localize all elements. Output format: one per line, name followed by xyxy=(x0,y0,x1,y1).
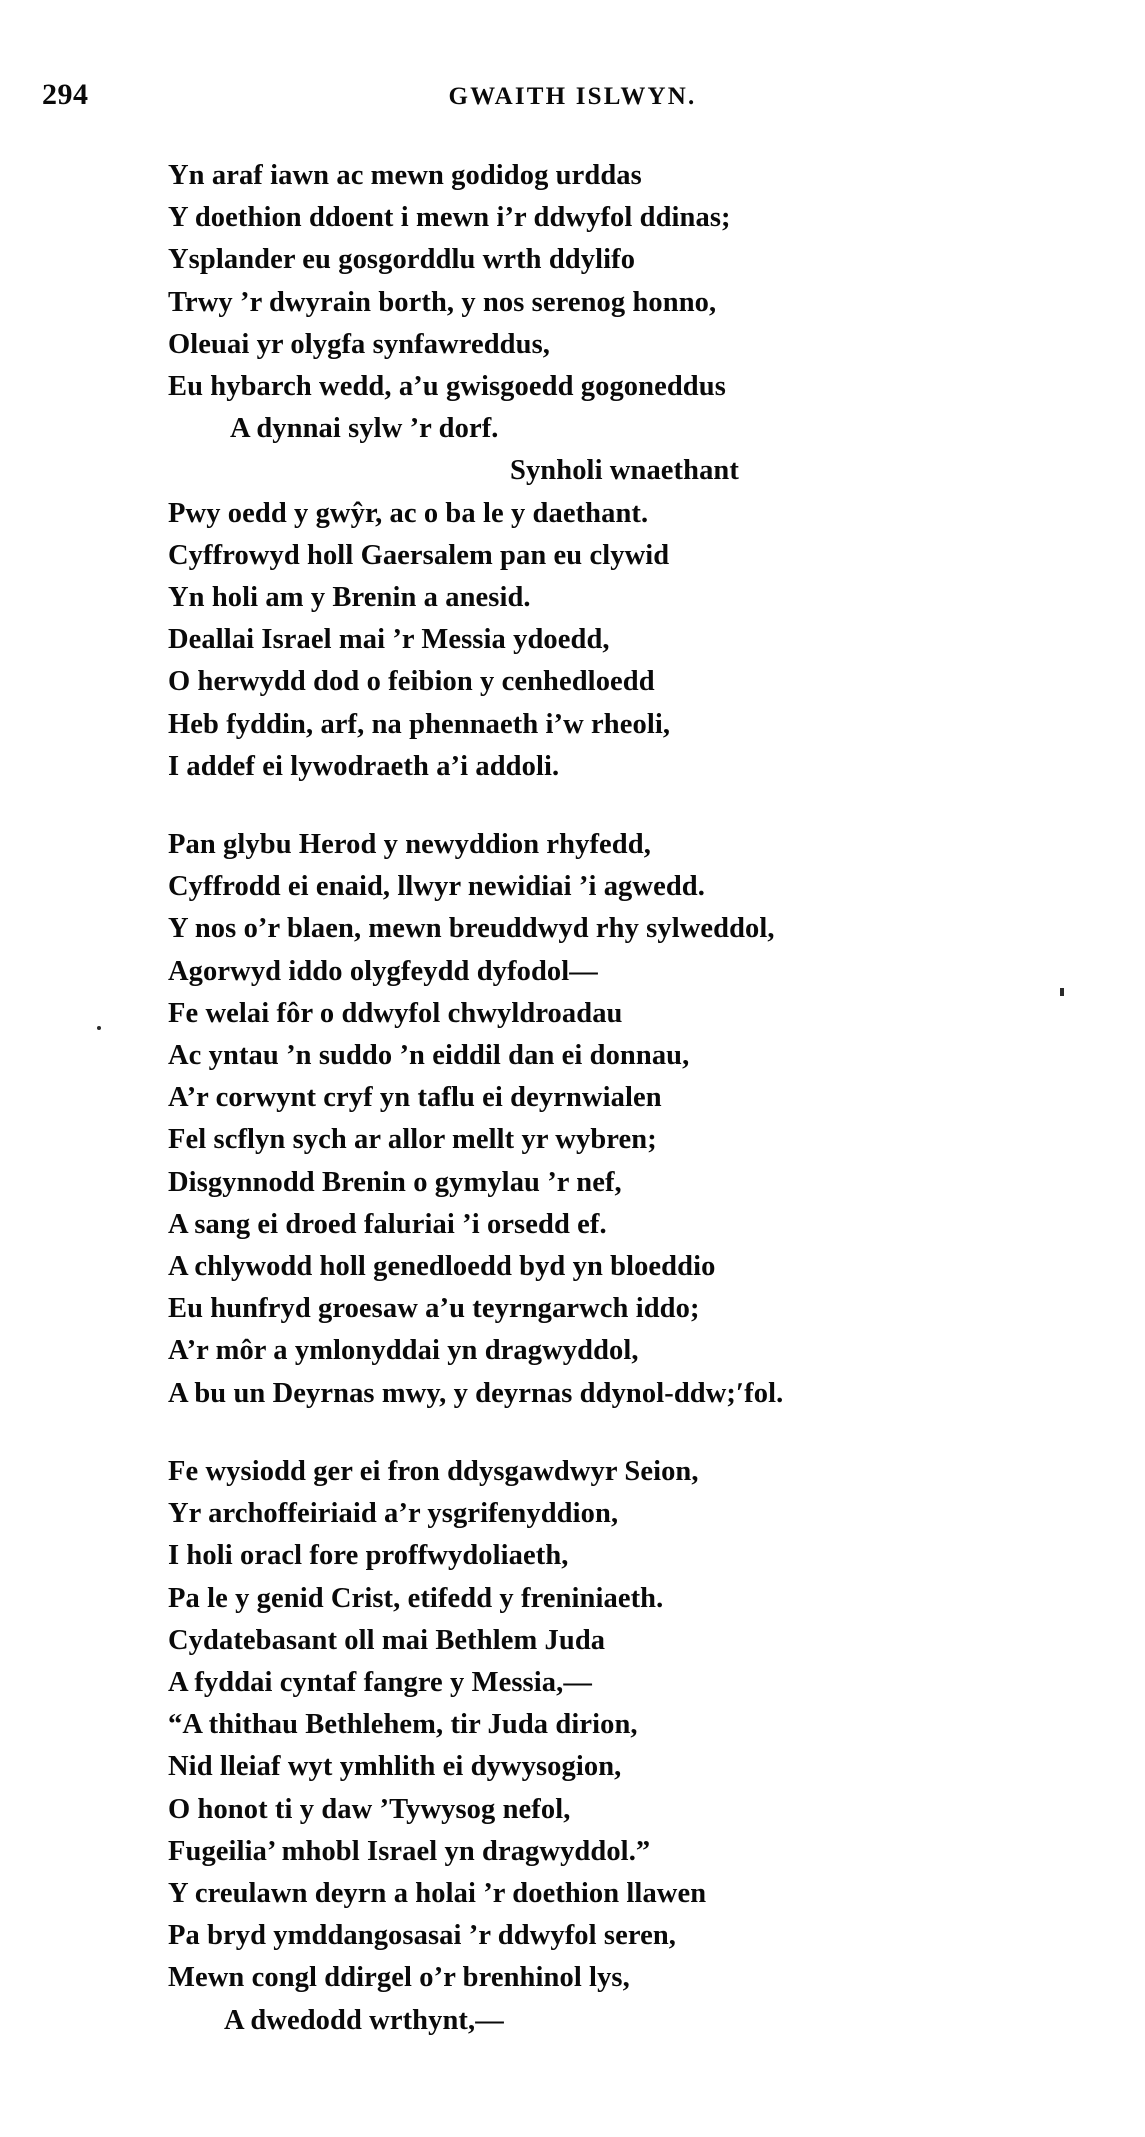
poem-line: Fe welai fôr o ddwyfol chwyldroadau xyxy=(168,997,623,1029)
stanza xyxy=(168,1451,1068,2042)
poem-line: Nid lleiaf wyt ymhlith ei dywysogion, xyxy=(168,1751,622,1783)
poem-line: Deallai Israel mai ’r Messia ydoedd, xyxy=(168,624,610,656)
poem-line: Fe wysiodd ger ei fron ddysgawdwyr Seion, xyxy=(168,1455,699,1487)
poem-line: A chlywodd holl genedloedd byd yn bloeddio xyxy=(168,1251,716,1283)
poem-line: Fugeilia’ mhobl Israel yn dragwyddol.” xyxy=(168,1835,651,1867)
poem-line: A dwedodd wrthynt,— xyxy=(224,2004,504,2036)
poem-line: I holi oracl fore proffwydoliaeth, xyxy=(168,1540,569,1572)
poem-line: Y nos o’r blaen, mewn breuddwyd rhy sylweddol, xyxy=(168,913,775,945)
poem-line: Y doethion ddoent i mewn i’r ddwyfol ddinas; xyxy=(168,202,731,234)
poem-line: Cydatebasant oll mai Bethlem Juda xyxy=(168,1624,606,1656)
poem-line: Heb fyddin, arf, na phennaeth i’w rheoli, xyxy=(168,708,671,740)
poem-line: Yn holi am y Brenin a anesid. xyxy=(168,582,531,614)
stanza xyxy=(168,155,1068,788)
poem-line: Pa le y genid Crist, etifedd y freniniaeth. xyxy=(168,1582,664,1614)
poem-line: A’r môr a ymlonyddai yn dragwyddol, xyxy=(168,1335,639,1367)
poem-line: Fel scflyn sych ar allor mellt yr wybren; xyxy=(168,1124,657,1156)
poem-line: Ysplander eu gosgorddlu wrth ddylifo xyxy=(168,244,636,276)
poem-line: Eu hunfryd groesaw a’u teyrngarwch iddo; xyxy=(168,1293,700,1325)
scan-artifact-mark xyxy=(1060,988,1064,996)
poem-line: Yn araf iawn ac mewn godidog urddas xyxy=(168,160,642,191)
stanza xyxy=(168,824,1068,1415)
poem-line: A fyddai cyntaf fangre y Messia,— xyxy=(168,1666,592,1698)
poem-body xyxy=(168,155,1068,2042)
poem-line: Disgynnodd Brenin o gymylau ’r nef, xyxy=(168,1166,622,1198)
poem-line: Pan glybu Herod y newyddion rhyfedd, xyxy=(168,829,651,861)
poem-line: A bu un Deyrnas mwy, y deyrnas ddynol-ddw;ʹfol. xyxy=(168,1377,784,1409)
poem-line: Agorwyd iddo olygfeydd dyfodol— xyxy=(168,955,598,987)
poem-line: Synholi wnaethant xyxy=(510,455,739,487)
poem-line: Eu hybarch wedd, a’u gwisgoedd gogoneddus xyxy=(168,371,726,403)
poem-line: Pa bryd ymddangosasai ’r ddwyfol seren, xyxy=(168,1920,676,1952)
poem-line: Cyffrodd ei enaid, llwyr newidiai ’i agwedd. xyxy=(168,871,705,903)
page-number: 294 xyxy=(42,78,89,111)
poem-line: Pwy oedd y gwŷr, ac o ba le y daethant. xyxy=(168,497,649,529)
poem-line: Oleuai yr olygfa synfawreddus, xyxy=(168,328,550,360)
poem-line: A’r corwynt cryf yn taflu ei deyrnwialen xyxy=(168,1082,662,1114)
poem-line: O honot ti y daw ’Tywysog nefol, xyxy=(168,1793,571,1825)
poem-line: Ac yntau ’n suddo ’n eiddil dan ei donnau, xyxy=(168,1040,690,1072)
running-head xyxy=(0,78,1145,112)
book-title: GWAITH ISLWYN. xyxy=(448,83,697,110)
poem-line: Mewn congl ddirgel o’r brenhinol lys, xyxy=(168,1962,630,1994)
poem-line: Y creulawn deyrn a holai ’r doethion llawen xyxy=(168,1877,707,1909)
poem-line: Cyffrowyd holl Gaersalem pan eu clywid xyxy=(168,539,670,571)
poem-line: I addef ei lywodraeth a’i addoli. xyxy=(168,750,560,782)
poem-line: Yr archoffeiriaid a’r ysgrifenyddion, xyxy=(168,1498,619,1530)
poem-line: A dynnai sylw ’r dorf. xyxy=(230,413,499,445)
poem-line: O herwydd dod o feibion y cenhedloedd xyxy=(168,666,655,698)
poem-line: Trwy ’r dwyrain borth, y nos serenog honno, xyxy=(168,286,717,318)
poem-line: “A thithau Bethlehem, tir Juda dirion, xyxy=(168,1709,638,1741)
scan-artifact-speck xyxy=(97,1026,101,1030)
poem-line: A sang ei droed faluriai ’i orsedd ef. xyxy=(168,1208,607,1240)
